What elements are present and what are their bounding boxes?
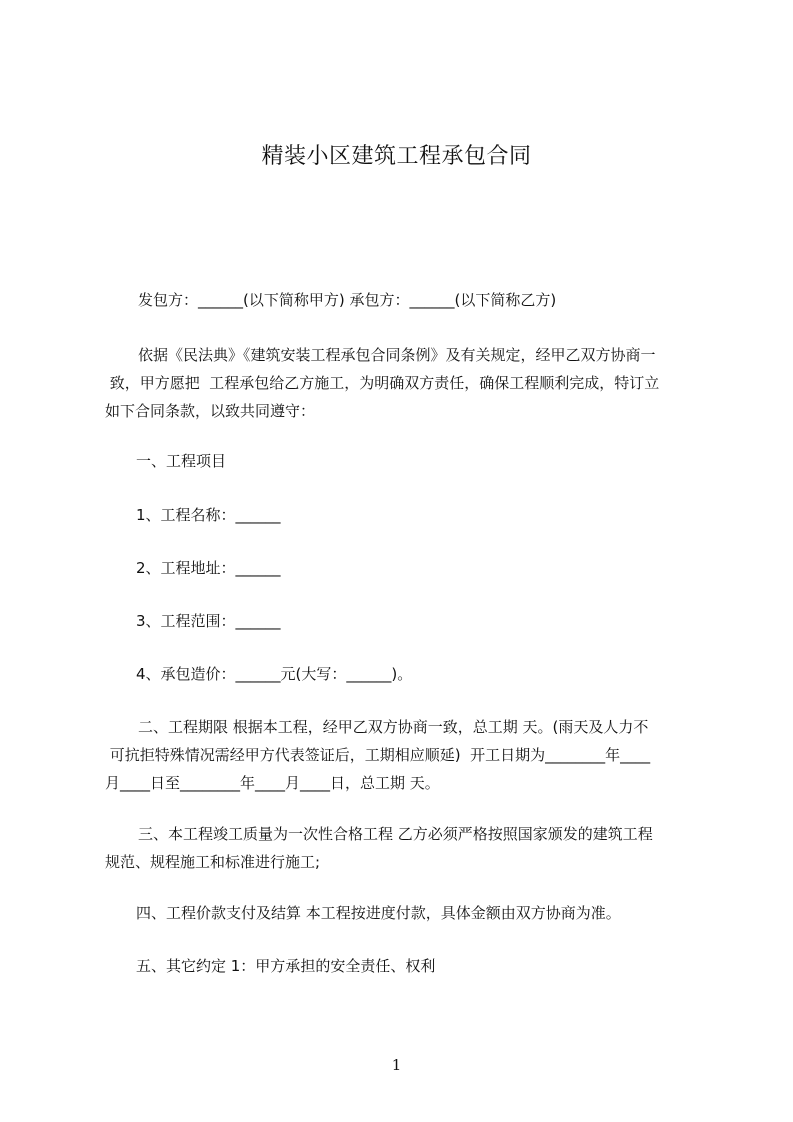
section-1-heading: 一、工程项目: [136, 452, 227, 470]
document-title: 精装小区建筑工程承包合同: [261, 144, 532, 169]
section-1-item-name: 1、工程名称：______: [136, 506, 281, 524]
preamble-paragraph: [105, 341, 701, 425]
page-number: 1: [391, 1056, 402, 1074]
section-3-paragraph: [105, 820, 701, 876]
section-3-line: 三、本工程竣工质量为一次性合格工程 乙方必须严格按照国家颁发的建筑工程: [138, 825, 653, 843]
section-4-line: 四、工程价款支付及结算 本工程按进度付款，具体金额由双方协商为准。: [136, 904, 621, 922]
section-5-line: 五、其它约定 1：甲方承担的安全责任、权利: [136, 957, 436, 975]
section-2-paragraph: [105, 713, 701, 797]
section-2-line: 二、工程期限 根据本工程，经甲乙双方协商一致，总工期 天。(雨天及人力不: [138, 718, 649, 736]
section-1-item-scope: 3、工程范围：______: [136, 612, 281, 630]
section-2-line: 月____日至________年____月____日，总工期 天。: [105, 774, 440, 792]
preamble-line: 如下合同条款，以致共同遵守：: [105, 402, 316, 420]
preamble-line: 致，甲方愿把 工程承包给乙方施工，为明确双方责任，确保工程顺利完成，特订立: [105, 374, 660, 392]
section-2-line: 可抗拒特殊情况需经甲方代表签证后，工期相应顺延) 开工日期为________年____: [105, 746, 651, 764]
preamble-line: 依据《民法典》《建筑安装工程承包合同条例》及有关规定，经甲乙双方协商一: [138, 346, 656, 364]
section-1-item-address: 2、工程地址：______: [136, 559, 281, 577]
section-3-line: 规范、规程施工和标准进行施工;: [105, 853, 321, 871]
section-1-item-price: 4、承包造价：______元(大写：______)。: [136, 665, 413, 683]
parties-line: 发包方：______(以下简称甲方) 承包方：______(以下简称乙方): [138, 291, 557, 309]
